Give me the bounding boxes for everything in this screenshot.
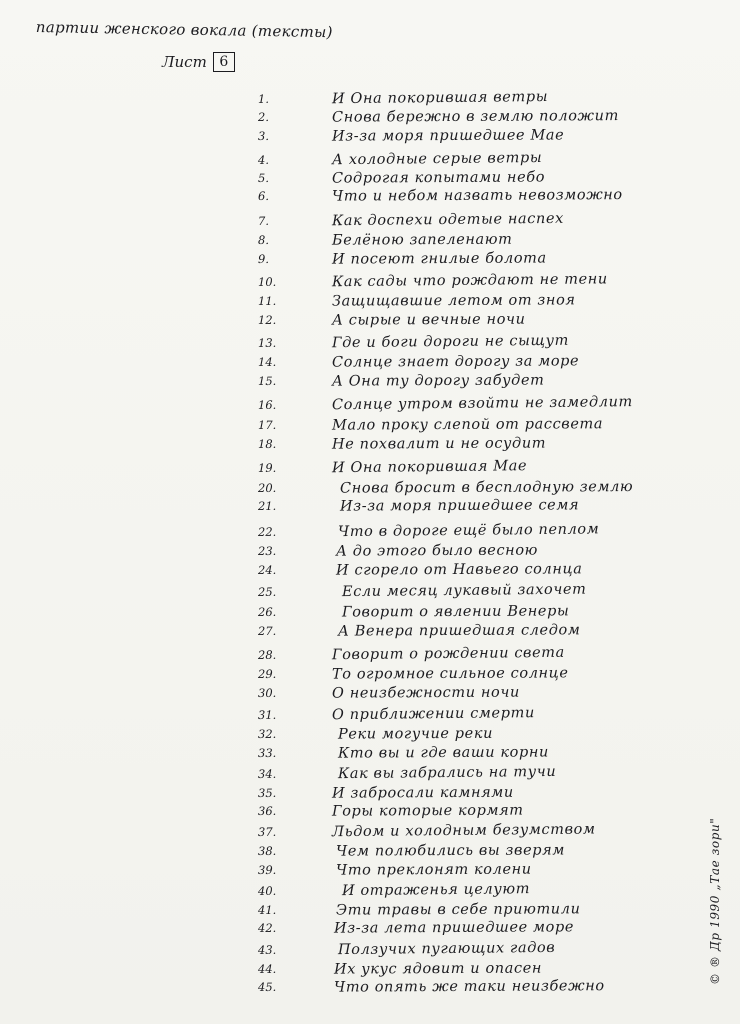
line-number: 41.	[257, 902, 277, 917]
line-text: Говорит о явлении Венеры	[341, 603, 570, 621]
line-text: И забросали камнями	[331, 784, 514, 802]
line-number: 1.	[257, 91, 270, 106]
line-number: 26.	[257, 604, 277, 619]
line-text: Что в дороге ещё было пеплом	[337, 521, 600, 541]
line-text: Что преклонят колени	[335, 861, 532, 879]
line-number: 6.	[257, 188, 270, 203]
line-number: 13.	[257, 335, 277, 350]
line-text: Ползучих пугающих гадов	[337, 939, 556, 959]
line-number: 14.	[257, 354, 277, 369]
line-text: Снова бросит в бесплодную землю	[339, 479, 634, 497]
copyright-note: © ® Др 1990 „Тае зори"	[708, 817, 722, 985]
line-text: Если месяц лукавый захочет	[341, 581, 587, 601]
line-number: 19.	[257, 460, 277, 475]
line-number: 36.	[257, 803, 277, 818]
line-number: 25.	[257, 584, 277, 599]
line-number: 22.	[257, 524, 277, 539]
line-number: 31.	[257, 707, 277, 722]
line-number: 28.	[257, 647, 277, 662]
line-text: Из-за моря пришедшее Мае	[331, 127, 565, 145]
line-text: Мало проку слепой от рассвета	[331, 416, 604, 434]
line-number: 4.	[257, 152, 270, 167]
line-number: 15.	[257, 373, 277, 388]
line-text: И сгорело от Навьего солнца	[335, 561, 583, 579]
line-number: 9.	[257, 251, 270, 266]
line-number: 20.	[257, 480, 277, 495]
line-number: 7.	[257, 213, 270, 228]
line-text: Белёною запеленают	[331, 231, 513, 249]
line-text: Солнце знает дорогу за море	[331, 353, 580, 371]
line-number: 16.	[257, 397, 277, 412]
line-number: 33.	[257, 745, 277, 760]
line-text: Солнце утром взойти не замедлит	[331, 394, 633, 414]
line-text: Реки могучие реки	[337, 725, 494, 743]
line-text: Снова бережно в землю положит	[331, 108, 619, 126]
line-text: Защищавшие летом от зноя	[331, 292, 576, 310]
line-number: 39.	[257, 862, 277, 877]
line-number: 38.	[257, 843, 277, 858]
line-number: 10.	[257, 274, 277, 289]
page-title: партии женского вокала (тексты)	[35, 18, 333, 42]
line-number: 2.	[257, 109, 270, 124]
line-number: 23.	[257, 543, 277, 558]
line-text: Из-за моря пришедшее семя	[339, 497, 580, 515]
sheet-number-box: 6	[213, 52, 235, 72]
line-text: О приближении смерти	[331, 705, 535, 724]
line-number: 37.	[257, 824, 277, 839]
line-text: А холодные серые ветры	[331, 150, 543, 169]
line-number: 8.	[257, 232, 270, 247]
line-text: Говорит о рождении света	[331, 644, 565, 664]
line-number: 34.	[257, 766, 277, 781]
line-text: Их укус ядовит и опасен	[333, 960, 543, 978]
line-text: Чем полюбились вы зверям	[335, 842, 566, 860]
line-text: А сырые и вечные ночи	[331, 311, 526, 329]
line-text: Льдом и холодным безумством	[331, 821, 596, 841]
line-text: Что и небом назвать невозможно	[331, 187, 623, 205]
line-number: 18.	[257, 436, 277, 451]
line-number: 35.	[257, 785, 277, 800]
line-text: Что опять же таки неизбежно	[333, 978, 605, 996]
line-text: А Венера пришедшая следом	[337, 622, 581, 640]
line-number: 11.	[257, 293, 277, 308]
line-number: 17.	[257, 417, 277, 432]
line-text: Кто вы и где ваши корни	[337, 744, 549, 762]
line-number: 12.	[257, 312, 277, 327]
line-number: 21.	[257, 498, 277, 513]
line-text: И Она покорившая ветры	[331, 88, 549, 108]
line-number: 45.	[257, 979, 277, 994]
line-text: То огромное сильное солнце	[331, 665, 569, 683]
line-text: Из-за лета пришедшее море	[333, 919, 575, 937]
line-text: И отраженья целуют	[341, 881, 531, 900]
line-text: И посеют гнилые болота	[331, 250, 547, 268]
line-number: 24.	[257, 562, 277, 577]
line-text: О неизбежности ночи	[331, 684, 520, 702]
line-text: А до этого было весною	[335, 542, 539, 560]
line-number: 30.	[257, 685, 277, 700]
line-number: 44.	[257, 961, 277, 976]
line-number: 42.	[257, 920, 277, 935]
line-number: 32.	[257, 726, 277, 741]
line-text: Не похвалит и не осудит	[331, 435, 547, 453]
line-text: А Она ту дорогу забудет	[331, 372, 545, 390]
line-text: Горы которые кормят	[331, 802, 524, 820]
line-number: 40.	[257, 883, 277, 898]
line-text: И Она покорившая Мае	[331, 458, 528, 477]
line-number: 29.	[257, 666, 277, 681]
line-text: Как сады что рождают не тени	[331, 271, 608, 291]
line-number: 5.	[257, 170, 270, 185]
line-text: Содрогая копытами небо	[331, 169, 546, 187]
line-text: Как доспехи одетые наспех	[331, 210, 564, 230]
line-text: Как вы забрались на тучи	[337, 763, 557, 783]
line-text: Эти травы в себе приютили	[335, 901, 581, 919]
line-number: 3.	[257, 128, 270, 143]
sheet-label: Лист	[162, 53, 207, 71]
line-number: 43.	[257, 942, 277, 957]
line-text: Где и боги дороги не сыщут	[331, 332, 569, 352]
line-number: 27.	[257, 623, 277, 638]
